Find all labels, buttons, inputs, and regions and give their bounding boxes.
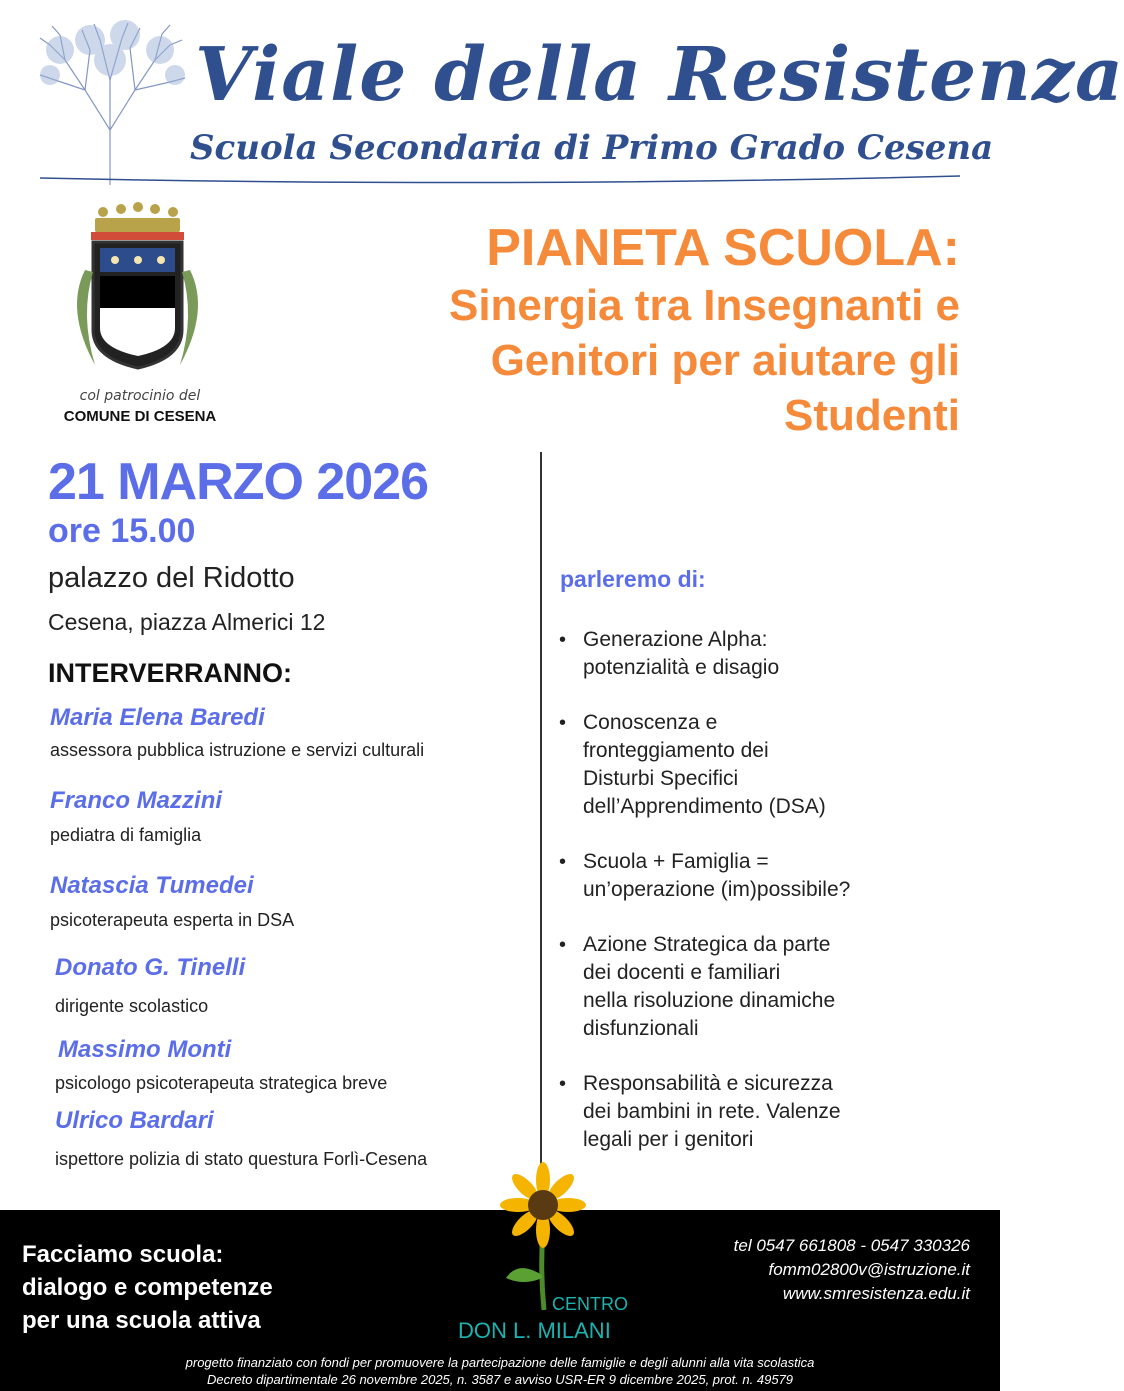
topic-line: dei docenti e familiari — [583, 961, 781, 984]
topic-line: un’operazione (im)possibile? — [583, 878, 851, 901]
school-title: Viale della Resistenza — [195, 32, 1124, 118]
topic-line: Responsabilità e sicurezza — [583, 1072, 833, 1095]
school-subtitle: Scuola Secondaria di Primo Grado Cesena — [190, 128, 994, 168]
topic-line: dei bambini in rete. Valenze — [583, 1100, 841, 1123]
topics-heading: parleremo di: — [560, 566, 706, 592]
bullet-icon: • — [559, 934, 567, 956]
topic-line: Disturbi Specifici — [583, 767, 739, 790]
footer-slogan — [22, 1238, 273, 1337]
speaker-name: Natascia Tumedei — [50, 872, 254, 899]
speaker-role: pediatra di famiglia — [50, 825, 202, 845]
bullet-icon: • — [559, 629, 567, 651]
contact-website[interactable]: www.smresistenza.edu.it — [782, 1284, 970, 1303]
contact-email[interactable]: fomm02800v@istruzione.it — [768, 1260, 970, 1279]
topic-item — [555, 626, 955, 682]
patronage-label: col patrocinio del — [79, 388, 201, 404]
topic-line: Conoscenza e — [583, 711, 718, 734]
topic-line: fronteggiamento dei — [583, 739, 769, 762]
speaker-name: Ulrico Bardari — [55, 1107, 214, 1134]
topic-item — [555, 709, 955, 821]
patronage — [40, 388, 240, 425]
header-divider — [40, 170, 960, 188]
bullet-icon: • — [559, 1073, 567, 1095]
topic-line: Azione Strategica da parte — [583, 933, 831, 956]
funding-line: Decreto dipartimentale 26 novembre 2025, n. 3587 e avviso USR-ER 9 dicembre 2025, prot. n. 49579 — [206, 1372, 794, 1387]
centro-name: DON L. MILANI — [458, 1318, 611, 1343]
speaker-role: psicoterapeuta esperta in DSA — [50, 910, 295, 930]
slogan-line: per una scuola attiva — [22, 1307, 261, 1334]
slogan-line: Facciamo scuola: — [22, 1241, 224, 1268]
column-divider — [540, 452, 542, 1172]
event-address: Cesena, piazza Almerici 12 — [48, 609, 326, 635]
event-headline — [260, 218, 960, 443]
topic-item — [555, 931, 955, 1043]
headline-line-1: PIANETA SCUOLA: — [486, 219, 960, 277]
headline-line-4: Studenti — [784, 391, 960, 440]
event-venue: palazzo del Ridotto — [48, 562, 295, 594]
speaker-role: assessora pubblica istruzione e servizi culturali — [50, 740, 425, 760]
speaker-name: Maria Elena Baredi — [50, 704, 265, 731]
topic-line: disfunzionali — [583, 1017, 699, 1040]
bullet-icon: • — [559, 851, 567, 873]
speaker-role: ispettore polizia di stato questura Forlì-Cesena — [55, 1149, 428, 1169]
centro-label: CENTRO — [552, 1294, 628, 1314]
tree-icon — [30, 20, 190, 190]
speaker-name: Franco Mazzini — [50, 787, 223, 814]
speaker-name: Donato G. Tinelli — [55, 954, 246, 981]
headline-line-2: Sinergia tra Insegnanti e — [448, 281, 960, 330]
topic-line: dell’Apprendimento (DSA) — [583, 795, 826, 818]
funding-line: progetto finanziato con fondi per promuovere la partecipazione delle famiglie e degli alunni alla vita scolastica — [185, 1355, 815, 1370]
topic-line: legali per i genitori — [583, 1128, 754, 1151]
topic-line: nella risoluzione dinamiche — [583, 989, 836, 1012]
funding-note — [0, 1354, 1000, 1388]
topic-line: Scuola + Famiglia = — [583, 850, 769, 873]
event-time: ore 15.00 — [48, 512, 196, 550]
speaker-role: dirigente scolastico — [55, 996, 209, 1016]
speakers-heading: INTERVERRANNO: — [48, 658, 293, 688]
footer-contacts — [734, 1234, 970, 1306]
event-date: 21 MARZO 2026 — [48, 453, 429, 511]
topic-item — [555, 848, 955, 904]
speaker-name: Massimo Monti — [58, 1036, 232, 1063]
sunflower-icon — [488, 1160, 598, 1310]
contact-phone: tel 0547 661808 - 0547 330326 — [733, 1236, 970, 1255]
slogan-line: dialogo e competenze — [22, 1274, 273, 1301]
topic-line: potenzialità e disagio — [583, 656, 780, 679]
topic-line: Generazione Alpha: — [583, 628, 768, 651]
municipality-name: COMUNE DI CESENA — [63, 408, 217, 425]
headline-line-3: Genitori per aiutare gli — [490, 336, 960, 385]
topic-item — [555, 1070, 955, 1154]
speaker-role: psicologo psicoterapeuta strategica breve — [55, 1073, 388, 1093]
bullet-icon: • — [559, 712, 567, 734]
coat-of-arms-icon — [55, 200, 220, 390]
